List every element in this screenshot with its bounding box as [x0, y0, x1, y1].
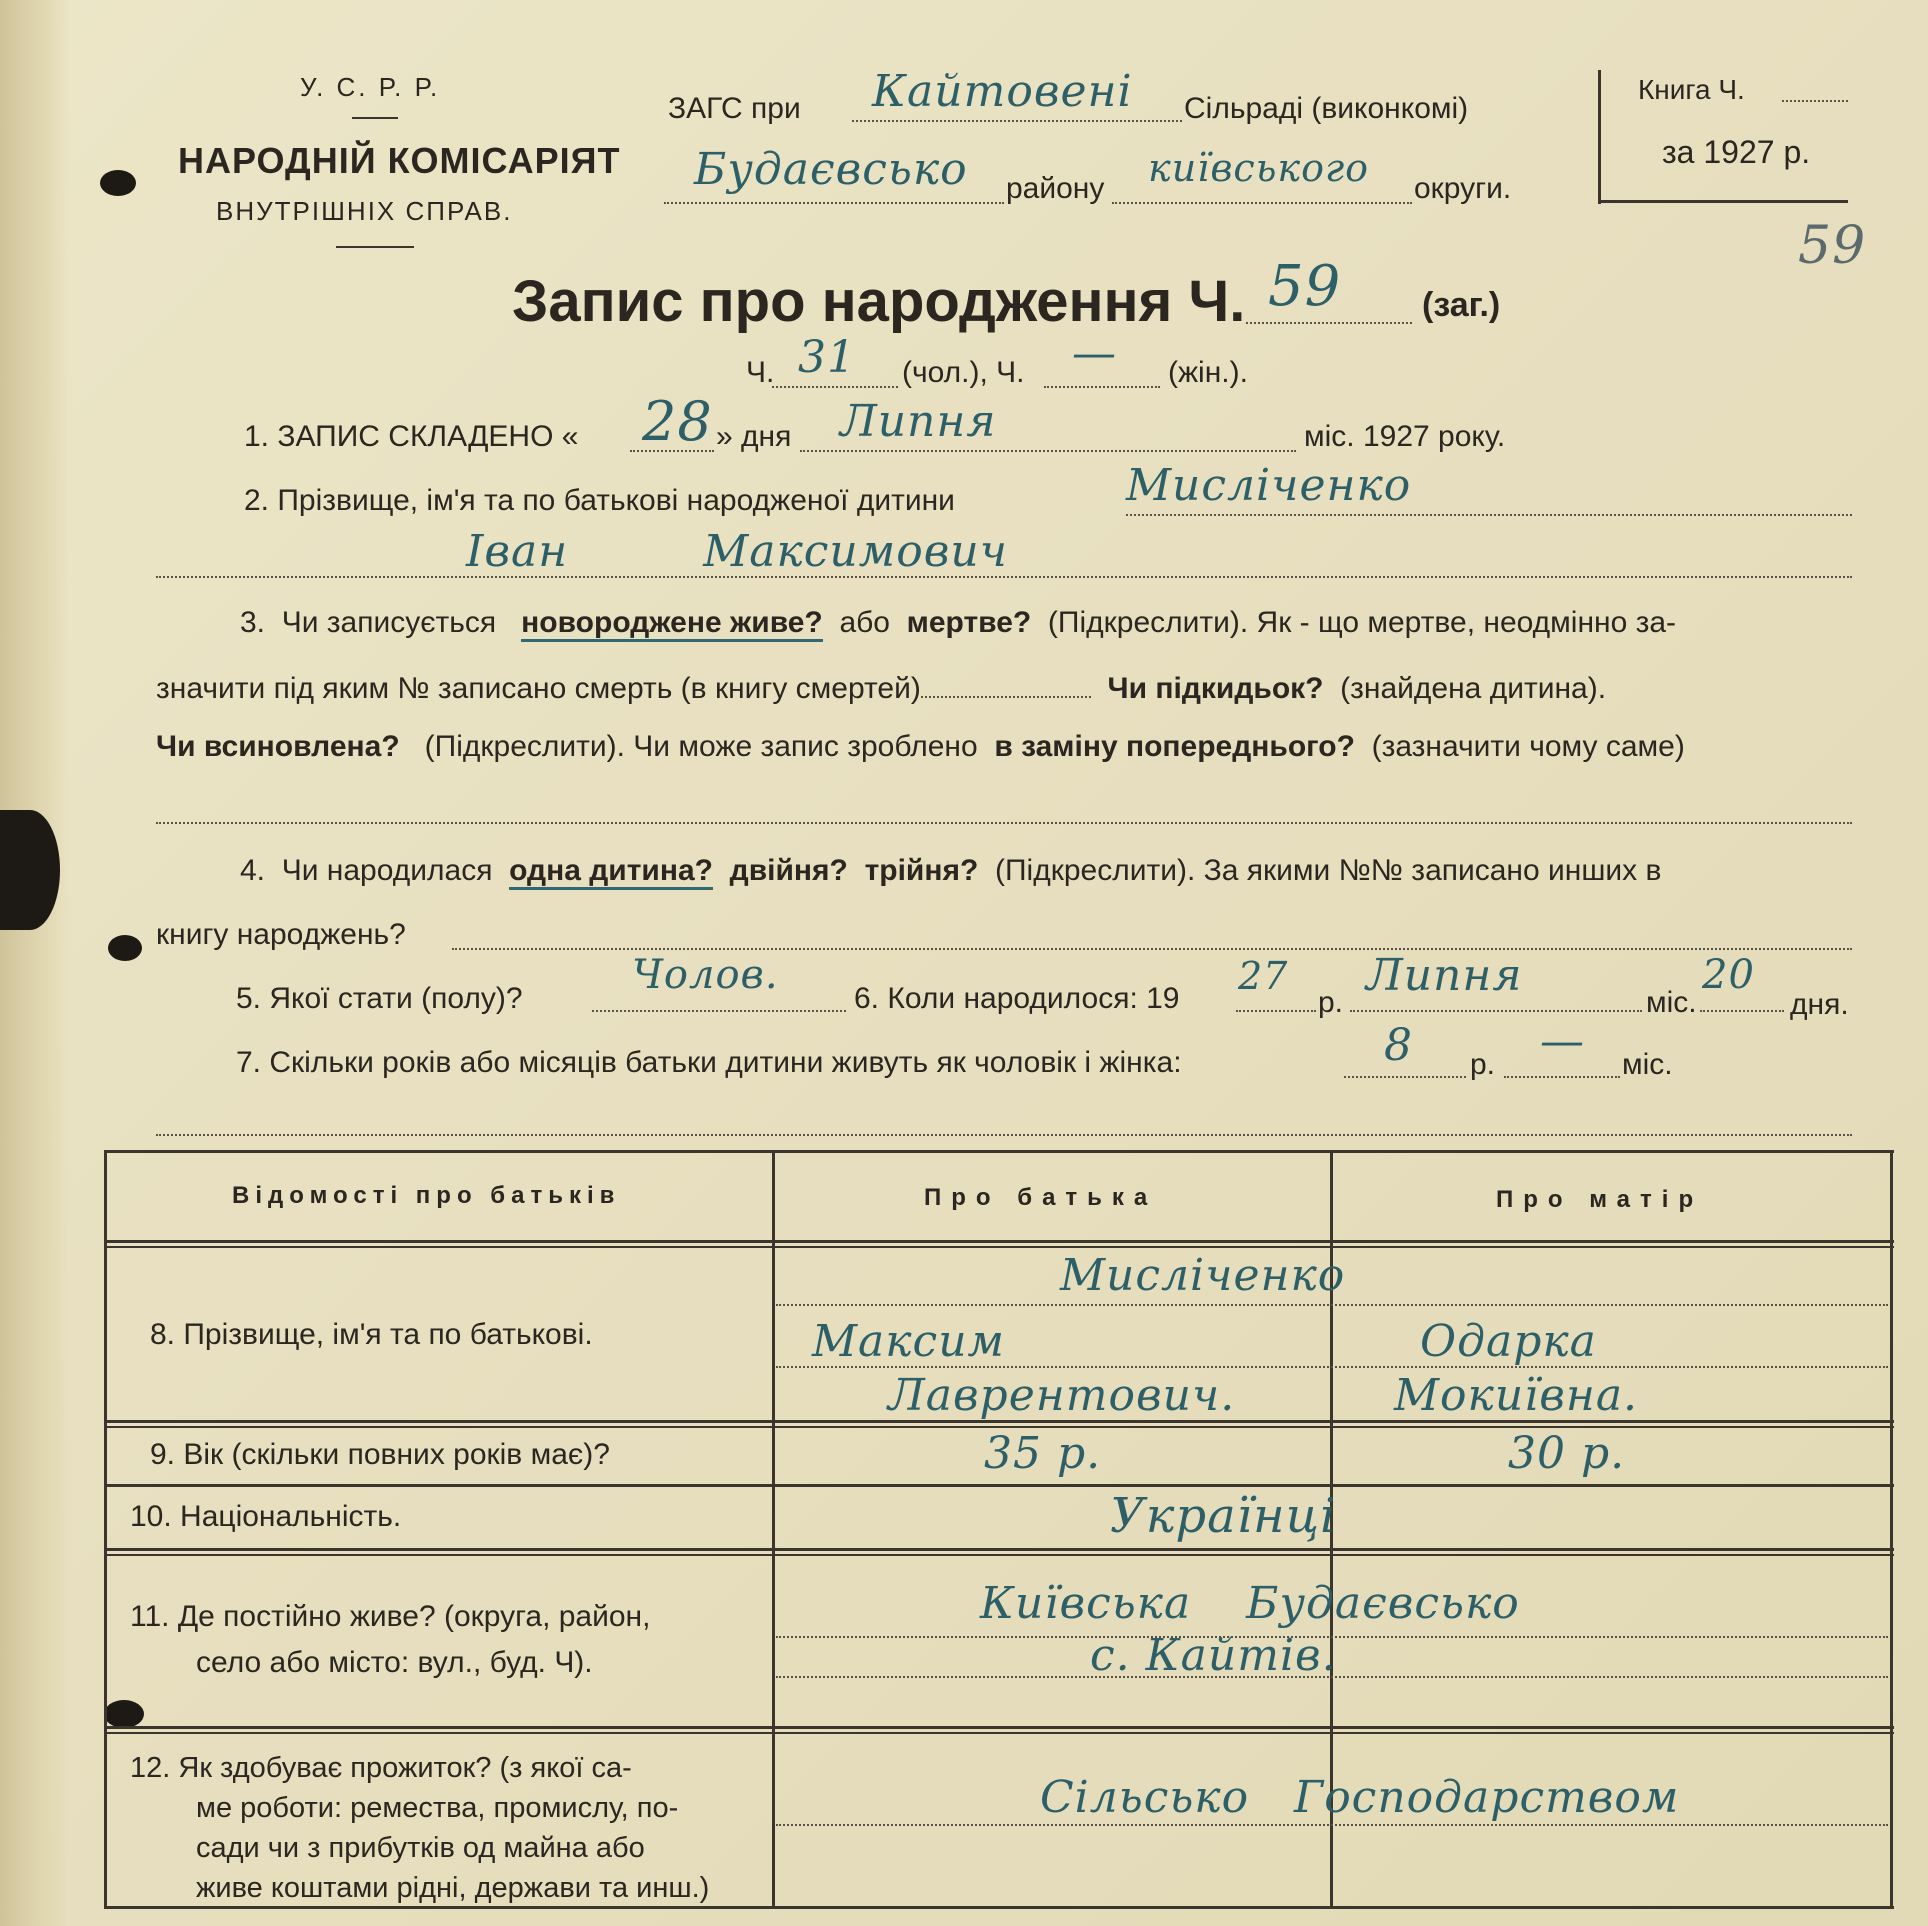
table-header-father: Про батька — [924, 1184, 1158, 1211]
male-label: (чол.), Ч. — [902, 356, 1025, 389]
row9-father-age-value: 35 р. — [984, 1428, 1102, 1479]
q3-alive-option: новороджене живе? — [521, 606, 823, 642]
row8-mother-name-value: Одарка — [1420, 1316, 1597, 1367]
q3-num: 3. — [240, 606, 266, 639]
q4-line-1 — [240, 854, 1661, 888]
title-suffix: (заг.) — [1422, 286, 1501, 324]
row12-occupation-value: Сільсько Господарством — [1040, 1772, 1680, 1823]
divider — [336, 246, 414, 248]
page-title: Запис про народження Ч. — [512, 269, 1246, 334]
q6-day-field — [1700, 952, 1784, 1012]
q5-label: 5. Якої стати (полу)? — [236, 982, 523, 1015]
q4-twins-option: двійня? — [729, 854, 848, 887]
table-border-left — [104, 1150, 107, 1909]
district-field — [664, 144, 1004, 204]
table-row-divider — [104, 1732, 1894, 1734]
q4-triplets-option: трійня? — [864, 854, 979, 887]
q3-text: (знайдена дитина). — [1340, 672, 1607, 705]
table-row-divider — [104, 1484, 1894, 1487]
q2-names-value: Іван Максимович — [466, 526, 1009, 577]
zags-village-value: Кайтовені — [872, 66, 1133, 117]
council-label: Сільраді (виконкомі) — [1184, 92, 1469, 125]
row8-father-name-value: Максим — [812, 1316, 1006, 1367]
q3-foundling-option: Чи підкидьок? — [1107, 672, 1324, 705]
table-dotted-line — [776, 1824, 1888, 1826]
department-label: ВНУТРІШНІХ СПРАВ. — [216, 196, 513, 226]
row12-label-1: 12. Як здобуває прожиток? (з якої са- — [130, 1752, 632, 1784]
q3-replace-option: в заміну попереднього? — [994, 730, 1355, 763]
q2-surname-value: Мисліченко — [1126, 460, 1412, 511]
table-border-bottom — [104, 1906, 1894, 1909]
q7-mis-label: міс. — [1622, 1048, 1673, 1081]
table-row-divider — [104, 1554, 1894, 1556]
q3-dead-option: мертве? — [906, 606, 1032, 639]
q3-text: (Підкреслити). Як - що мертве, неодмінно за- — [1047, 606, 1677, 639]
punch-hole — [0, 810, 60, 930]
q6-dnia-label: дня. — [1790, 988, 1849, 1021]
paper-edge — [0, 0, 70, 1926]
q4-text: (Підкреслити). За якими №№ записано инших в — [994, 854, 1662, 887]
table-header-parents: Відомості про батьків — [232, 1182, 621, 1209]
q4-num: 4. — [240, 854, 266, 887]
republic-label: У. С. Р. Р. — [300, 72, 441, 102]
record-number-value: 59 — [1268, 254, 1342, 319]
table-border-right — [1890, 1150, 1893, 1909]
male-number-value: 31 — [798, 332, 856, 383]
table-header-mother: Про матір — [1496, 1186, 1704, 1213]
book-label: Книга Ч. — [1638, 74, 1745, 105]
commissariat-label: НАРОДНІЙ КОМІСАРІЯТ — [178, 140, 621, 181]
q6-label: 6. Коли народилося: 19 — [854, 982, 1180, 1015]
row12-label-4: живе коштами рідні, держави та инш.) — [196, 1872, 710, 1904]
q3-text: (зазначити чому саме) — [1371, 730, 1685, 763]
row8-mother-patronymic-value: Мокиївна. — [1394, 1370, 1639, 1421]
q5-sex-value: Чолов. — [632, 952, 779, 998]
ch-label: Ч. — [746, 356, 775, 389]
table-row-divider — [104, 1246, 1894, 1248]
q1-day-field — [630, 390, 714, 453]
row12-label-3: сади чи з прибутків од майна або — [196, 1832, 645, 1864]
q3-text: або — [839, 606, 890, 639]
q1-mid: » дня — [716, 420, 792, 453]
q6-mis-label: міс. — [1646, 986, 1697, 1019]
q7-label: 7. Скільки років або місяців батьки дитини живуть як чоловік і жінка: — [236, 1046, 1182, 1079]
q4-line-2: книгу народжень? — [156, 918, 406, 951]
female-label: (жін.). — [1168, 356, 1248, 389]
zags-prefix: ЗАГС при — [668, 92, 801, 125]
row9-mother-age-value: 30 р. — [1508, 1428, 1626, 1479]
row8-father-patronymic-value: Лаврентович. — [888, 1370, 1236, 1421]
row9-label: 9. Вік (скільки повних років має)? — [150, 1438, 610, 1471]
q7-extra-line — [156, 1134, 1852, 1136]
table-col-divider — [772, 1150, 775, 1909]
row11-label-1: 11. Де постійно живе? (округа, район, — [130, 1600, 651, 1633]
q6-month-value: Липня — [1366, 950, 1523, 1001]
female-number-value: — — [1072, 328, 1117, 379]
q6-month-field — [1350, 950, 1642, 1012]
q6-year-value: 27 — [1238, 954, 1289, 998]
table-row-divider — [104, 1548, 1894, 1551]
q1-month-value: Липня — [840, 396, 997, 447]
book-box-left — [1598, 70, 1601, 204]
book-box-bottom — [1598, 200, 1848, 203]
punch-hole — [100, 170, 136, 196]
q4-text: Чи народилася — [281, 854, 493, 887]
zags-village-field — [852, 66, 1182, 122]
q6-day-value: 20 — [1702, 952, 1755, 998]
q1-day-value: 28 — [642, 390, 713, 453]
q4-one-option: одна дитина? — [509, 854, 713, 890]
district-label: району — [1006, 172, 1105, 205]
q3-line-3 — [156, 730, 1685, 764]
q7-months-field — [1504, 1016, 1620, 1078]
q2-surname-field — [1126, 460, 1852, 516]
table-row-divider — [104, 1240, 1894, 1243]
q4-numbers-field — [452, 948, 1852, 950]
q3-adopted-option: Чи всиновлена? — [156, 730, 400, 763]
q3-text: значити під яким № записано смерть (в книгу смертей) — [156, 672, 921, 705]
row11-residence-value-1: Київська Будаєвсько — [980, 1578, 1520, 1629]
book-number-field — [1782, 70, 1848, 102]
q2-label: 2. Прізвище, ім'я та по батькові народженої дитини — [244, 484, 955, 517]
q6-year-field — [1236, 954, 1316, 1012]
q3-reason-field — [156, 822, 1852, 824]
record-number-field — [1246, 254, 1412, 324]
q7-months-value: — — [1540, 1016, 1585, 1067]
q3-line-2 — [156, 668, 1606, 706]
row11-label-2: село або місто: вул., буд. Ч). — [196, 1646, 593, 1679]
district-value: Будаєвсько — [694, 144, 968, 195]
punch-hole — [108, 935, 142, 961]
q7-years-value: 8 — [1384, 1020, 1413, 1071]
okrug-label: округи. — [1414, 172, 1512, 205]
male-number-field — [772, 332, 898, 388]
row8-surname-value: Мисліченко — [1060, 1250, 1346, 1301]
q1-end: міс. 1927 року. — [1304, 420, 1506, 453]
row11-residence-value-2: с. Кайтів. — [1090, 1630, 1337, 1681]
q5-sex-field — [592, 952, 846, 1012]
row8-label: 8. Прізвище, ім'я та по батькові. — [150, 1318, 593, 1351]
table-row-divider — [104, 1726, 1894, 1729]
q6-r-label: р. — [1318, 986, 1344, 1019]
year-label: за 1927 р. — [1662, 134, 1811, 170]
q2-names-field — [156, 526, 1852, 578]
okrug-field — [1112, 146, 1412, 204]
punch-hole — [104, 1700, 144, 1728]
q3-text: Чи записується — [281, 606, 497, 639]
q3-death-number-field — [921, 668, 1091, 698]
row10-label: 10. Національність. — [130, 1500, 402, 1533]
q3-line-1 — [240, 606, 1676, 640]
okrug-value: київського — [1148, 146, 1370, 190]
margin-number: 59 — [1798, 216, 1867, 276]
female-number-field — [1044, 328, 1160, 388]
table-dotted-line — [776, 1304, 1888, 1306]
q3-text: (Підкреслити). Чи може запис зроблено — [424, 730, 978, 763]
q1-label: 1. ЗАПИС СКЛАДЕНО « — [244, 420, 579, 453]
q7-r-label: р. — [1470, 1048, 1496, 1081]
divider — [352, 117, 398, 119]
q1-month-field — [800, 396, 1296, 452]
row12-label-2: ме роботи: ремества, промислу, по- — [196, 1792, 679, 1824]
table-border-top — [104, 1150, 1894, 1153]
q7-years-field — [1344, 1020, 1466, 1078]
row10-nationality-value: Українці — [1110, 1488, 1337, 1544]
